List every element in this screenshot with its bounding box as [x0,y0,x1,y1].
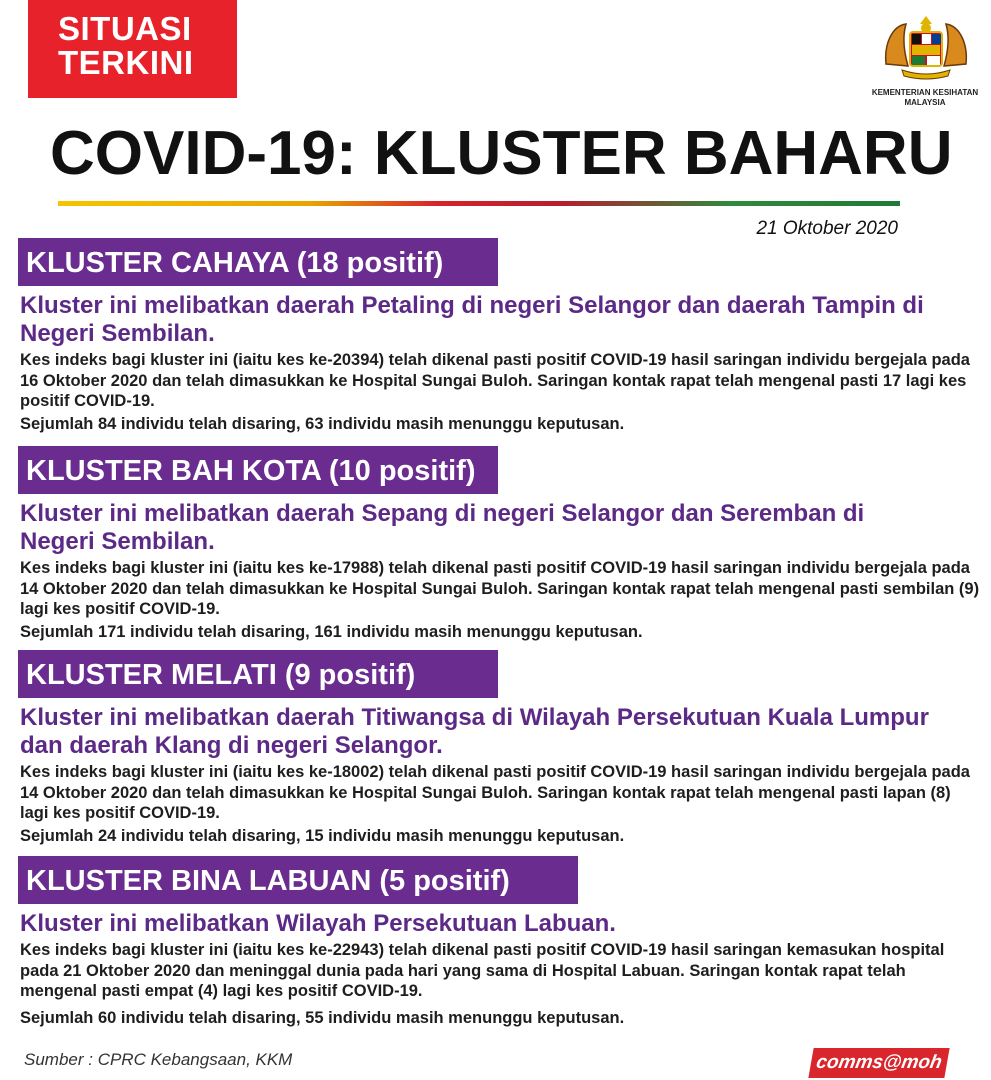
cluster-subtitle: Kluster ini melibatkan daerah Sepang di negeri Selangor dan Seremban di Negeri Sembilan. [20,500,865,555]
cluster-body: Kes indeks bagi kluster ini (iaitu kes ke-20394) telah dikenal pasti positif COVID-19 hasil saringan individu bergejala pada 16 Oktober 2020 dan telah dimasukkan ke Hospital Sungai Buloh. Saringan kontak rapat telah mengenal pasti 17 lagi kes positif COVID-19. [20,351,970,410]
cluster-body: Kes indeks bagi kluster ini (iaitu kes ke-17988) telah dikenal pasti positif COVID-19 hasil saringan individu bergejala pada 14 Oktober 2020 dan telah dimasukkan ke Hospital Sungai Buloh. Saringan kontak rapat telah mengenal pasti sembilan (9) lagi kes positif COVID-19. [20,559,980,618]
cluster-title: KLUSTER MELATI (9 positif) [18,650,498,698]
cluster-subtitle: Kluster ini melibatkan daerah Petaling di negeri Selangor dan daerah Tampin di Negeri Sembilan. [20,292,924,347]
cluster-screening: Sejumlah 84 individu telah disaring, 63 individu masih menunggu keputusan. [20,414,625,433]
coat-of-arms-icon [876,14,976,80]
cluster-subtitle: Kluster ini melibatkan daerah Titiwangsa di Wilayah Persekutuan Kuala Lumpur dan daerah Klang di negeri Selangor. [20,704,929,759]
cluster-subtitle: Kluster ini melibatkan Wilayah Persekutuan Labuan. [20,910,616,937]
cluster-screening: Sejumlah 60 individu telah disaring, 55 individu masih menunggu keputusan. [20,1008,625,1027]
page-title: COVID-19: KLUSTER BAHARU [50,119,953,188]
cluster-card-cahaya [18,238,983,434]
ministry-line-2: MALAYSIA [904,98,946,107]
cluster-title: KLUSTER BINA LABUAN (5 positif) [18,856,578,904]
source-note: Sumber : CPRC Kebangsaan, KKM [24,1050,293,1069]
ministry-label [862,88,988,108]
report-date: 21 Oktober 2020 [756,218,898,239]
comms-moh-logo: comms@moh [808,1048,949,1078]
cluster-card-bina-labuan [18,856,983,1028]
badge-line-1: SITUASI [58,10,192,47]
cluster-screening: Sejumlah 171 individu telah disaring, 161 individu masih menunggu keputusan. [20,622,643,641]
badge-line-2: TERKINI [58,44,194,81]
ministry-line-1: KEMENTERIAN KESIHATAN [871,88,979,97]
cluster-card-bah-kota [18,446,983,642]
cluster-card-melati [18,650,983,846]
situasi-terkini-badge [28,0,237,98]
cluster-body: Kes indeks bagi kluster ini (iaitu kes ke-22943) telah dikenal pasti positif COVID-19 hasil saringan kemasukan hospital pada 21 Oktober 2020 dan meninggal dunia pada hari yang sama di Hospital Labuan. Saringan kontak rapat telah mengenal pasti empat (4) lagi kes positif COVID-19. [20,941,945,1000]
cluster-title: KLUSTER CAHAYA (18 positif) [18,238,498,286]
cluster-title: KLUSTER BAH KOTA (10 positif) [18,446,498,494]
title-divider [58,201,900,206]
cluster-body: Kes indeks bagi kluster ini (iaitu kes ke-18002) telah dikenal pasti positif COVID-19 hasil saringan individu bergejala pada 14 Oktober 2020 dan telah dimasukkan ke Hospital Sungai Buloh. Saringan kontak rapat telah mengenal pasti lapan (8) lagi kes positif COVID-19. [20,763,970,822]
cluster-screening: Sejumlah 24 individu telah disaring, 15 individu masih menunggu keputusan. [20,826,625,845]
